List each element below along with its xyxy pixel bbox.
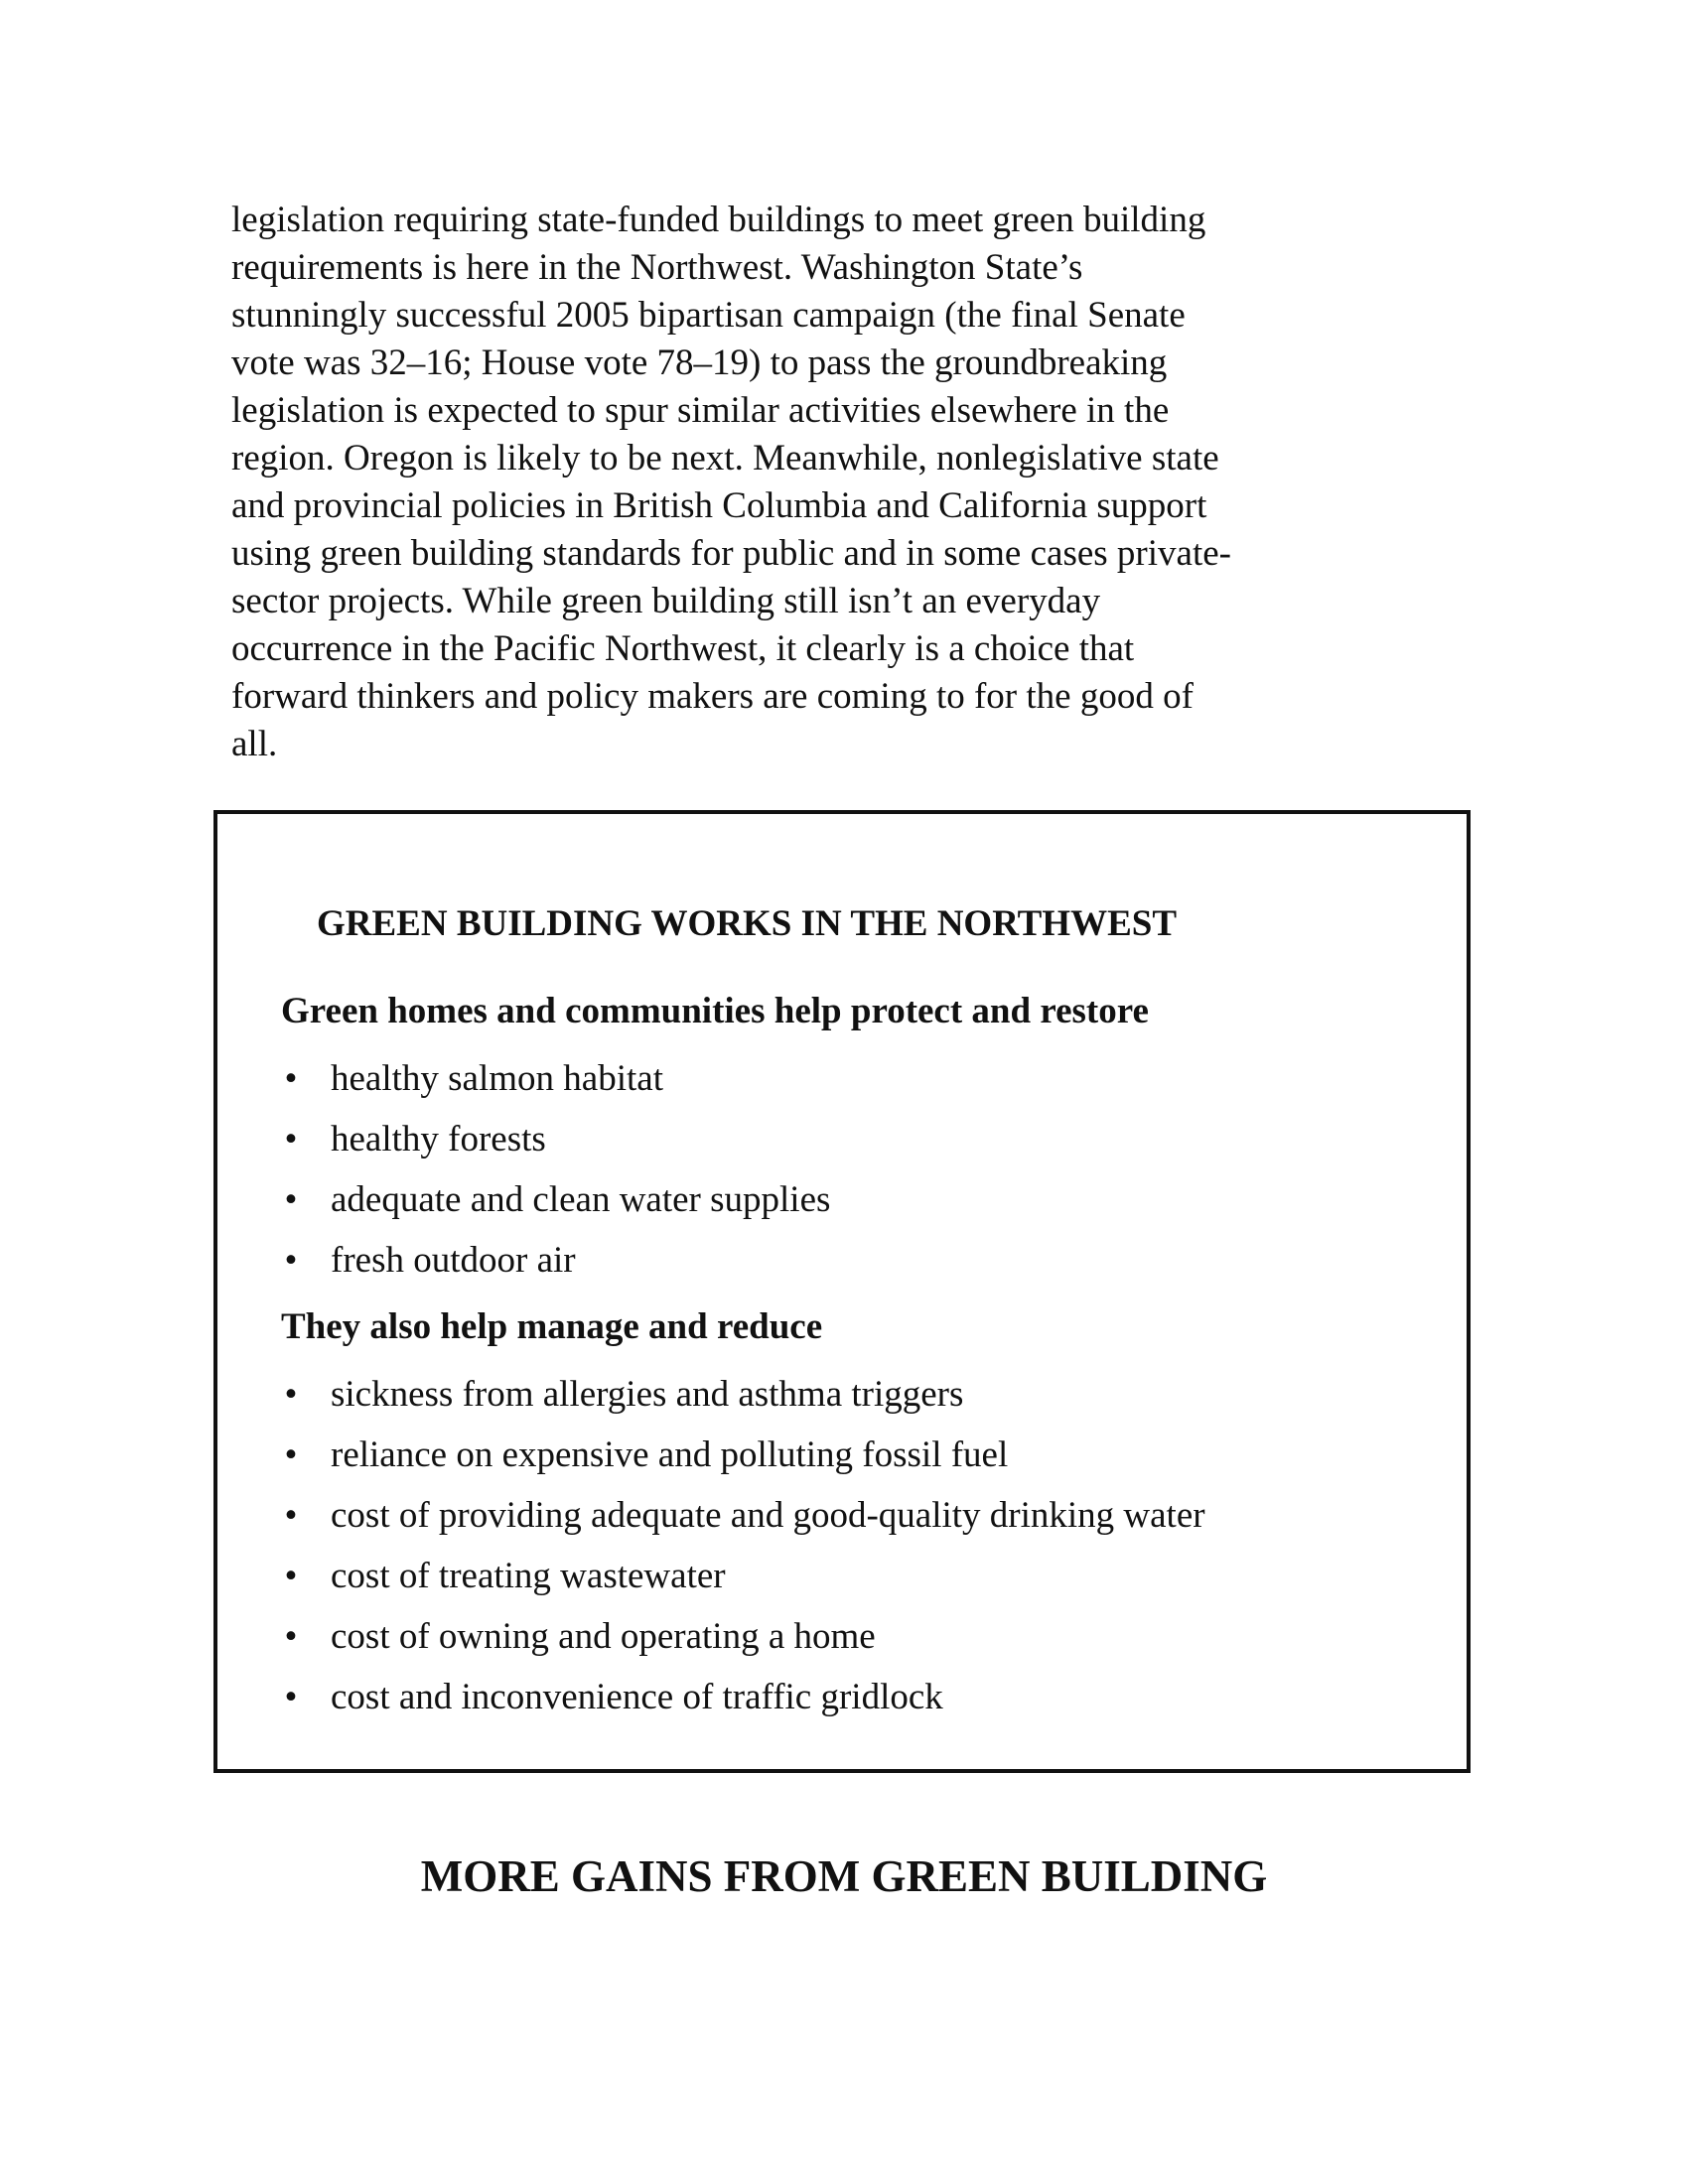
bullet-icon: • [284, 1556, 298, 1596]
paragraph-line: legislation is expected to spur similar activities elsewhere in the [231, 390, 1170, 431]
bullet-icon: • [284, 1677, 298, 1717]
list-item-text: cost of providing adequate and good-quality drinking water [331, 1495, 1205, 1536]
bullet-icon: • [284, 1240, 298, 1281]
bullet-icon: • [284, 1495, 298, 1536]
list-item-text: fresh outdoor air [331, 1240, 576, 1281]
paragraph-line: region. Oregon is likely to be next. Meanwhile, nonlegislative state [231, 438, 1219, 478]
list-item-text: cost of treating wastewater [331, 1556, 726, 1596]
body-paragraph [231, 197, 1383, 768]
paragraph-line: occurrence in the Pacific Northwest, it clearly is a choice that [231, 628, 1135, 669]
section-title: MORE GAINS FROM GREEN BUILDING [420, 1851, 1268, 1901]
list-item-text: adequate and clean water supplies [331, 1179, 831, 1220]
paragraph-line: forward thinkers and policy makers are coming to for the good of [231, 676, 1194, 717]
bullet-icon: • [284, 1616, 298, 1657]
paragraph-line: legislation requiring state-funded buildings to meet green building [231, 200, 1206, 240]
paragraph-line: stunningly successful 2005 bipartisan campaign (the final Senate [231, 295, 1186, 336]
reduce-heading: They also help manage and reduce [281, 1306, 823, 1347]
bullet-icon: • [284, 1434, 298, 1475]
paragraph-line: requirements is here in the Northwest. Washington State’s [231, 247, 1083, 288]
bullet-icon: • [284, 1119, 298, 1160]
paragraph-line: all. [231, 724, 278, 764]
list-item-text: healthy salmon habitat [331, 1058, 663, 1099]
list-item-text: cost and inconvenience of traffic gridlock [331, 1677, 943, 1717]
list-item-text: sickness from allergies and asthma triggers [331, 1374, 964, 1415]
bullet-icon: • [284, 1179, 298, 1220]
list-item-text: healthy forests [331, 1119, 546, 1160]
bullet-icon: • [284, 1058, 298, 1099]
paragraph-line: and provincial policies in British Columbia and California support [231, 485, 1207, 526]
paragraph-line: vote was 32–16; House vote 78–19) to pass the groundbreaking [231, 342, 1168, 383]
protect-heading: Green homes and communities help protect and restore [281, 991, 1149, 1031]
paragraph-line: using green building standards for public and in some cases private- [231, 533, 1231, 574]
list-item-text: cost of owning and operating a home [331, 1616, 876, 1657]
sidebar-title: GREEN BUILDING WORKS IN THE NORTHWEST [317, 903, 1178, 944]
paragraph-line: sector projects. While green building still isn’t an everyday [231, 581, 1101, 621]
list-item-text: reliance on expensive and polluting fossil fuel [331, 1434, 1009, 1475]
sidebar-box [213, 810, 1471, 1773]
bullet-icon: • [284, 1374, 298, 1415]
